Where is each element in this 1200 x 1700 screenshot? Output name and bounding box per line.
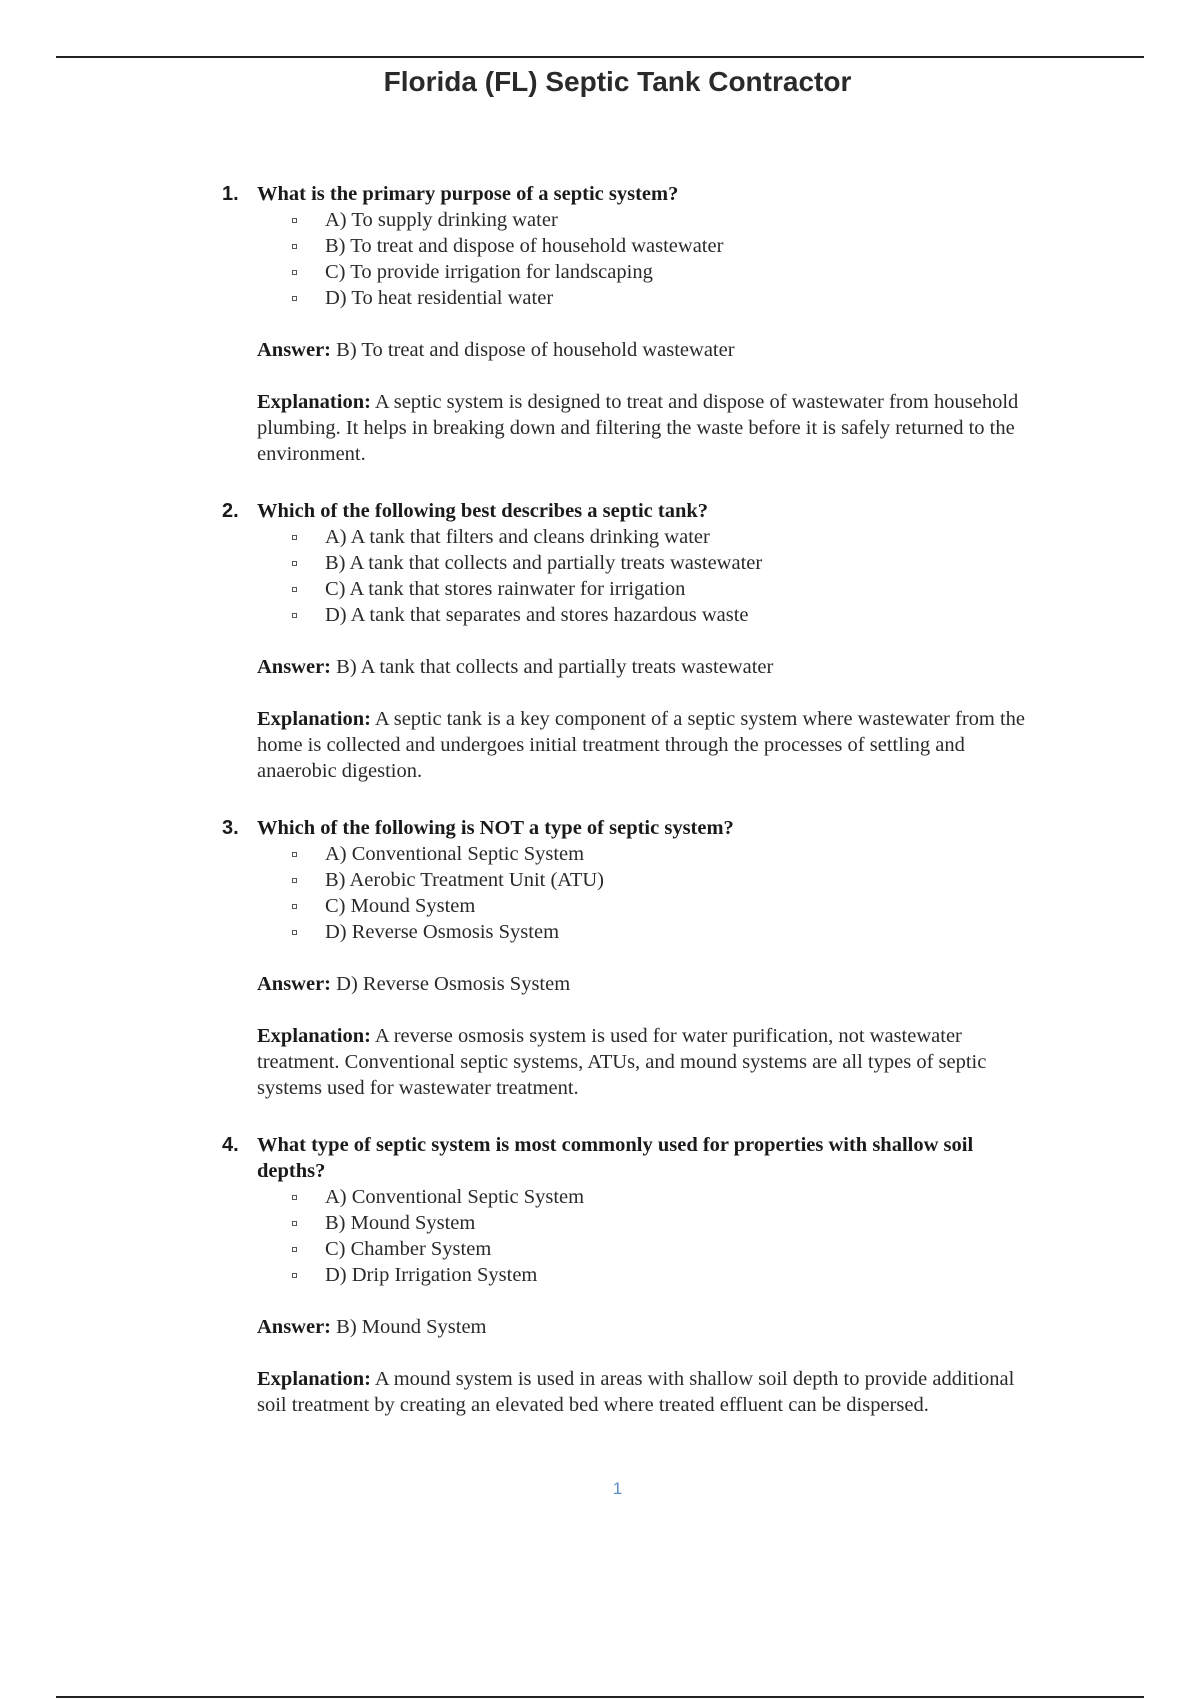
square-bullet-icon	[292, 1195, 297, 1200]
answer-label: Answer:	[257, 339, 332, 361]
question-text: What type of septic system is most commonly used for properties with shallow soil depths?	[257, 1134, 974, 1182]
question-1	[0, 181, 1200, 467]
answer-text: D) Reverse Osmosis System	[336, 973, 571, 995]
square-bullet-icon	[292, 1247, 297, 1252]
option-item	[0, 893, 1200, 919]
question-2	[0, 498, 1200, 784]
option-item	[0, 524, 1200, 550]
option-text: A) Conventional Septic System	[325, 843, 585, 865]
option-item	[0, 1262, 1200, 1288]
option-text: C) To provide irrigation for landscaping	[325, 261, 653, 283]
square-bullet-icon	[292, 587, 297, 592]
option-list	[0, 841, 1200, 945]
question-number: 3.	[222, 817, 239, 839]
explanation-label: Explanation:	[257, 1368, 371, 1390]
page-number: 1	[612, 1479, 623, 1498]
answer	[0, 1314, 1200, 1340]
answer	[0, 337, 1200, 363]
explanation-text: A mound system is used in areas with shallow soil depth to provide additional soil treatment by creating an elevated bed where treated effluent can be dispersed.	[257, 1368, 1015, 1416]
square-bullet-icon	[292, 218, 297, 223]
option-text: A) To supply drinking water	[325, 209, 558, 231]
option-list	[0, 207, 1200, 311]
square-bullet-icon	[292, 1221, 297, 1226]
option-item	[0, 207, 1200, 233]
question-3	[0, 815, 1200, 1101]
option-item	[0, 602, 1200, 628]
option-item	[0, 259, 1200, 285]
answer-label: Answer:	[257, 973, 332, 995]
explanation-text: A reverse osmosis system is used for water purification, not wastewater treatment. Conventional septic systems, ATUs, and mound systems are all types of septic systems used for wastewater treatment.	[257, 1025, 987, 1099]
option-text: D) A tank that separates and stores hazardous waste	[325, 604, 749, 626]
option-item	[0, 233, 1200, 259]
option-text: B) To treat and dispose of household wastewater	[325, 235, 724, 257]
answer	[0, 971, 1200, 997]
option-item	[0, 841, 1200, 867]
answer-text: B) A tank that collects and partially treats wastewater	[336, 656, 774, 678]
top-rule	[56, 56, 1144, 58]
square-bullet-icon	[292, 904, 297, 909]
explanation-label: Explanation:	[257, 391, 371, 413]
option-text: C) Mound System	[325, 895, 476, 917]
square-bullet-icon	[292, 1273, 297, 1278]
option-text: B) A tank that collects and partially treats wastewater	[325, 552, 763, 574]
square-bullet-icon	[292, 930, 297, 935]
option-item	[0, 1210, 1200, 1236]
question-heading	[0, 498, 1017, 524]
question-text: What is the primary purpose of a septic system?	[257, 183, 679, 205]
explanation-text: A septic tank is a key component of a septic system where wastewater from the home is collected and undergoes initial treatment through the processes of settling and anaerobic digestion.	[257, 708, 1026, 782]
option-text: B) Aerobic Treatment Unit (ATU)	[325, 869, 604, 891]
question-4	[0, 1132, 1200, 1418]
option-text: C) A tank that stores rainwater for irrigation	[325, 578, 686, 600]
explanation-text: A septic system is designed to treat and dispose of wastewater from household plumbing. It helps in breaking down and filtering the waste before it is safely returned to the environment.	[257, 391, 1019, 465]
option-text: A) Conventional Septic System	[325, 1186, 585, 1208]
question-text: Which of the following best describes a septic tank?	[257, 500, 708, 522]
bottom-rule	[56, 1696, 1144, 1698]
square-bullet-icon	[292, 270, 297, 275]
question-text: Which of the following is NOT a type of septic system?	[257, 817, 734, 839]
option-item	[0, 919, 1200, 945]
square-bullet-icon	[292, 244, 297, 249]
option-text: B) Mound System	[325, 1212, 476, 1234]
option-list	[0, 1184, 1200, 1288]
question-heading	[0, 1132, 1017, 1184]
explanation	[0, 706, 1047, 784]
option-item	[0, 1184, 1200, 1210]
answer-text: B) To treat and dispose of household wastewater	[336, 339, 735, 361]
option-item	[0, 285, 1200, 311]
question-number: 4.	[222, 1134, 239, 1156]
option-item	[0, 1236, 1200, 1262]
question-heading	[0, 181, 1017, 207]
question-list	[0, 181, 1200, 1449]
square-bullet-icon	[292, 296, 297, 301]
option-text: A) A tank that filters and cleans drinking water	[325, 526, 710, 548]
option-list	[0, 524, 1200, 628]
answer-label: Answer:	[257, 1316, 332, 1338]
option-item	[0, 576, 1200, 602]
question-heading	[0, 815, 1017, 841]
explanation	[0, 1023, 1047, 1101]
option-text: D) Drip Irrigation System	[325, 1264, 538, 1286]
question-number: 1.	[222, 183, 239, 205]
option-text: D) To heat residential water	[325, 287, 554, 309]
square-bullet-icon	[292, 852, 297, 857]
answer-text: B) Mound System	[336, 1316, 487, 1338]
answer-label: Answer:	[257, 656, 332, 678]
explanation-label: Explanation:	[257, 708, 371, 730]
document-title: Florida (FL) Septic Tank Contractor	[383, 66, 852, 97]
explanation	[0, 1366, 1047, 1418]
option-item	[0, 550, 1200, 576]
explanation-label: Explanation:	[257, 1025, 371, 1047]
square-bullet-icon	[292, 878, 297, 883]
explanation	[0, 389, 1047, 467]
option-text: D) Reverse Osmosis System	[325, 921, 560, 943]
square-bullet-icon	[292, 613, 297, 618]
option-item	[0, 867, 1200, 893]
square-bullet-icon	[292, 535, 297, 540]
square-bullet-icon	[292, 561, 297, 566]
option-text: C) Chamber System	[325, 1238, 492, 1260]
question-number: 2.	[222, 500, 239, 522]
answer	[0, 654, 1200, 680]
